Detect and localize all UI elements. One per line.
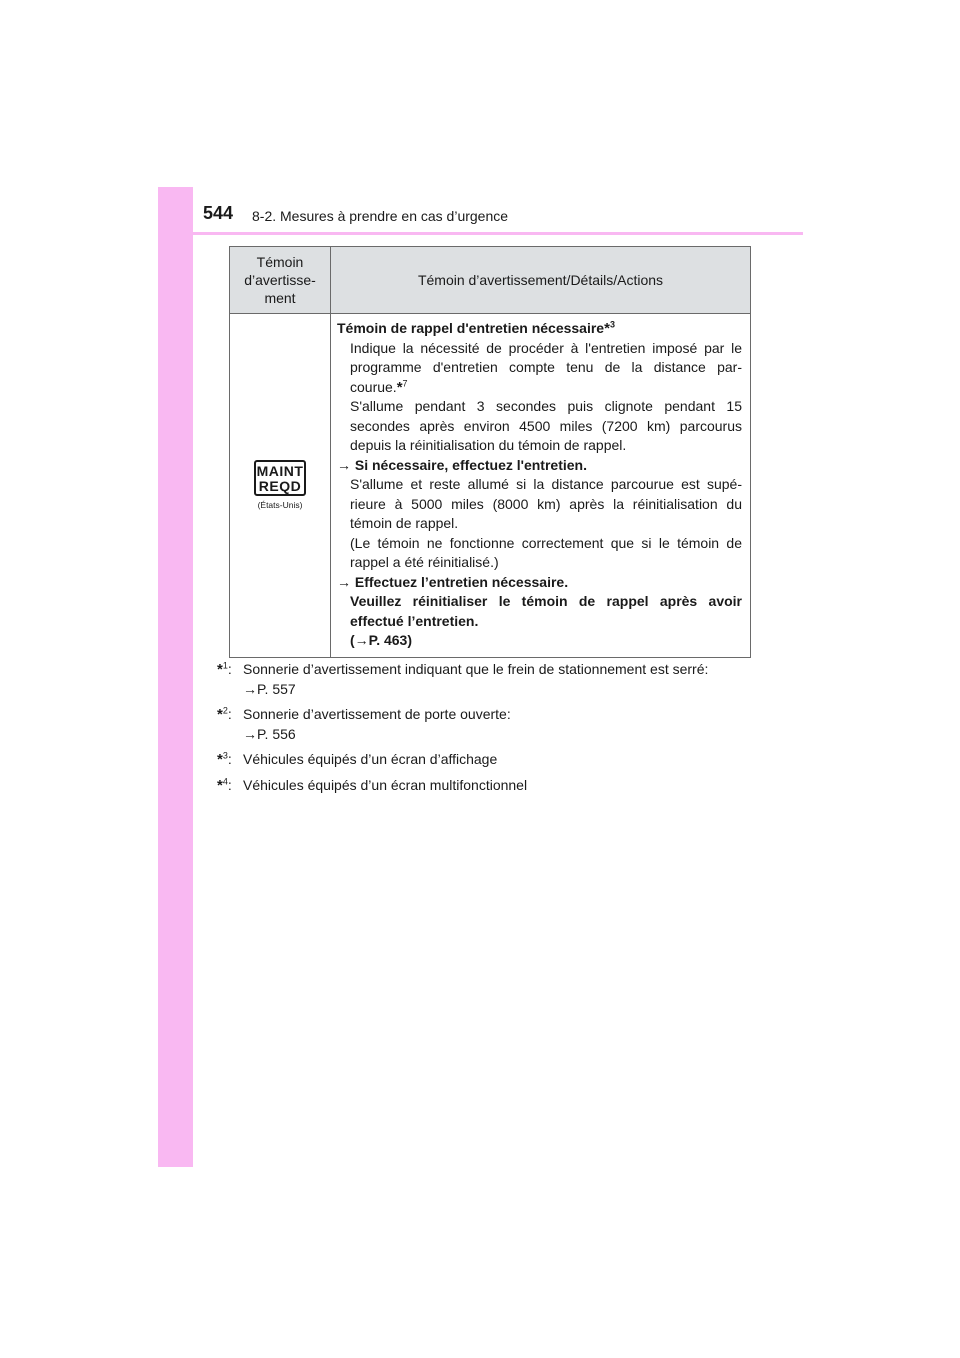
description-paragraph: S'allume pendant 3 secondes puis clignote pendant 15 secondes après environ 4500 miles (7200 km) parcourus depuis la réinitialisation du témoin de rappel. [350,398,742,453]
action-paragraph: Veuillez réinitialiser le témoin de rappel après avoir effectué l’entretien. [350,593,742,629]
right-arrow-icon: → [354,632,369,648]
description-paragraph: Indique la nécessité de procéder à l'entretien imposé par le programme d'entretien compte tenu de la distance par-courue.*$^7$ [350,339,742,396]
footnote: *$^3$: Véhicules équipés d’un écran d’affichage [217,750,498,768]
table-row [230,314,751,658]
footnote: *$^4$: Véhicules équipés d’un écran multifonctionnel [217,775,528,794]
footnotes [217,660,745,801]
description-paragraph: S'allume et reste allumé si la distance parcourue est supé-rieure à 5000 miles (8000 km) après la réinitialisation du témoin de rappel. [350,476,742,531]
column-header-light: Témoin d’avertisse- ment [230,247,331,314]
asterisk-icon: * [217,751,223,768]
asterisk-icon: * [217,706,223,723]
header-rule [193,232,803,235]
action-line: → Si nécessaire, effectuez l'entretien. [337,456,587,473]
action-line: → Effectuez l’entretien nécessaire. [337,573,569,590]
page-number: 544 [203,203,234,223]
chapter-sidebar-tab [158,187,193,1167]
page-reference[interactable]: →P. 556 [243,725,296,742]
right-arrow-icon: → [243,725,257,742]
row-title: Témoin de rappel d'entretien nécessaire*$^3$ [337,319,615,337]
right-arrow-icon: → [337,456,351,473]
table-header-row [230,247,751,314]
asterisk-icon: * [217,776,223,794]
section-title: 8-2. Mesures à prendre en cas d’urgence [252,208,509,224]
footnote: *$^1$: Sonnerie d’avertissement indiquant que le frein de stationnement est serré: →P. 557 [217,660,745,699]
details-cell [331,314,751,658]
icon-caption: (États-Unis) [257,500,303,511]
column-header-details: Témoin d’avertissement/Détails/Actions [331,247,751,314]
icon-cell [230,314,331,658]
right-arrow-icon: → [243,680,257,697]
footnote: *$^2$: Sonnerie d’avertissement de porte ouverte: →P. 556 [217,705,745,744]
description-paragraph: (Le témoin ne fonctionne correctement que si le témoin de rappel a été réinitialisé.) [350,534,742,570]
asterisk-icon: * [604,320,610,337]
warning-light-table [229,246,751,658]
right-arrow-icon: → [337,573,351,590]
page-reference[interactable]: →P. 557 [243,680,296,697]
asterisk-icon: * [217,661,223,678]
page-reference[interactable]: (→P. 463) [350,632,413,648]
maint-reqd-icon: MAINT REQD [254,460,306,496]
asterisk-icon: * [396,378,403,396]
